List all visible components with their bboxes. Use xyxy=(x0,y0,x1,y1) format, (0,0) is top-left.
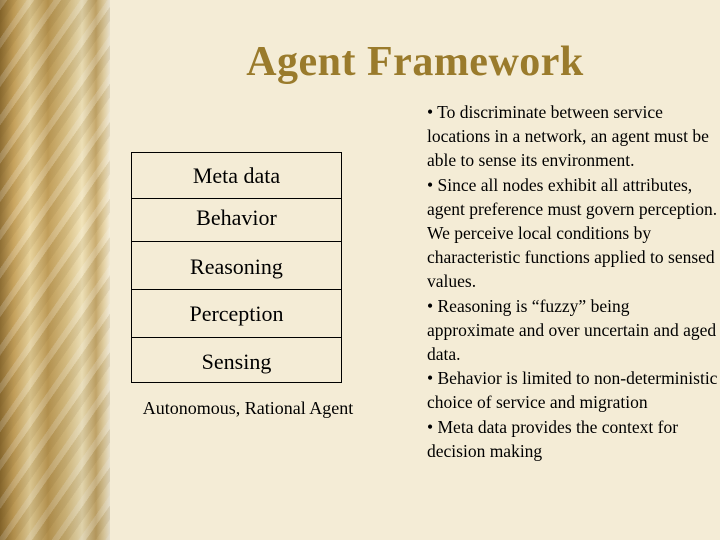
bullet-item: • To discriminate between service locations in a network, an agent must be able to sense its environment. xyxy=(427,102,709,171)
layer-perception: Perception xyxy=(189,301,284,326)
layer-behavior: Behavior xyxy=(196,205,277,230)
agent-layer-stack xyxy=(131,152,342,383)
layer-sensing: Sensing xyxy=(201,349,272,374)
layer-meta-data: Meta data xyxy=(192,163,281,188)
layer-divider xyxy=(132,241,341,242)
bullet-item: • Since all nodes exhibit all attributes, agent preference must govern perception. We perceive local conditions by characteristic functions applied to sensed values. xyxy=(427,174,718,292)
layer-divider xyxy=(132,289,341,290)
slide-title: Agent Framework xyxy=(246,39,584,85)
bullet-list xyxy=(427,100,719,463)
gold-sidebar xyxy=(0,0,110,540)
layer-divider xyxy=(132,337,341,338)
bullet-item: • Behavior is limited to non-deterministic choice of service and migration xyxy=(427,368,718,413)
bullet-item: • Meta data provides the context for decision making xyxy=(427,416,679,461)
layer-reasoning: Reasoning xyxy=(190,254,283,279)
bullet-item: • Reasoning is “fuzzy” being approximate and over uncertain and aged data. xyxy=(427,295,717,365)
stack-caption: Autonomous, Rational Agent xyxy=(142,398,354,418)
layer-divider xyxy=(132,198,341,199)
